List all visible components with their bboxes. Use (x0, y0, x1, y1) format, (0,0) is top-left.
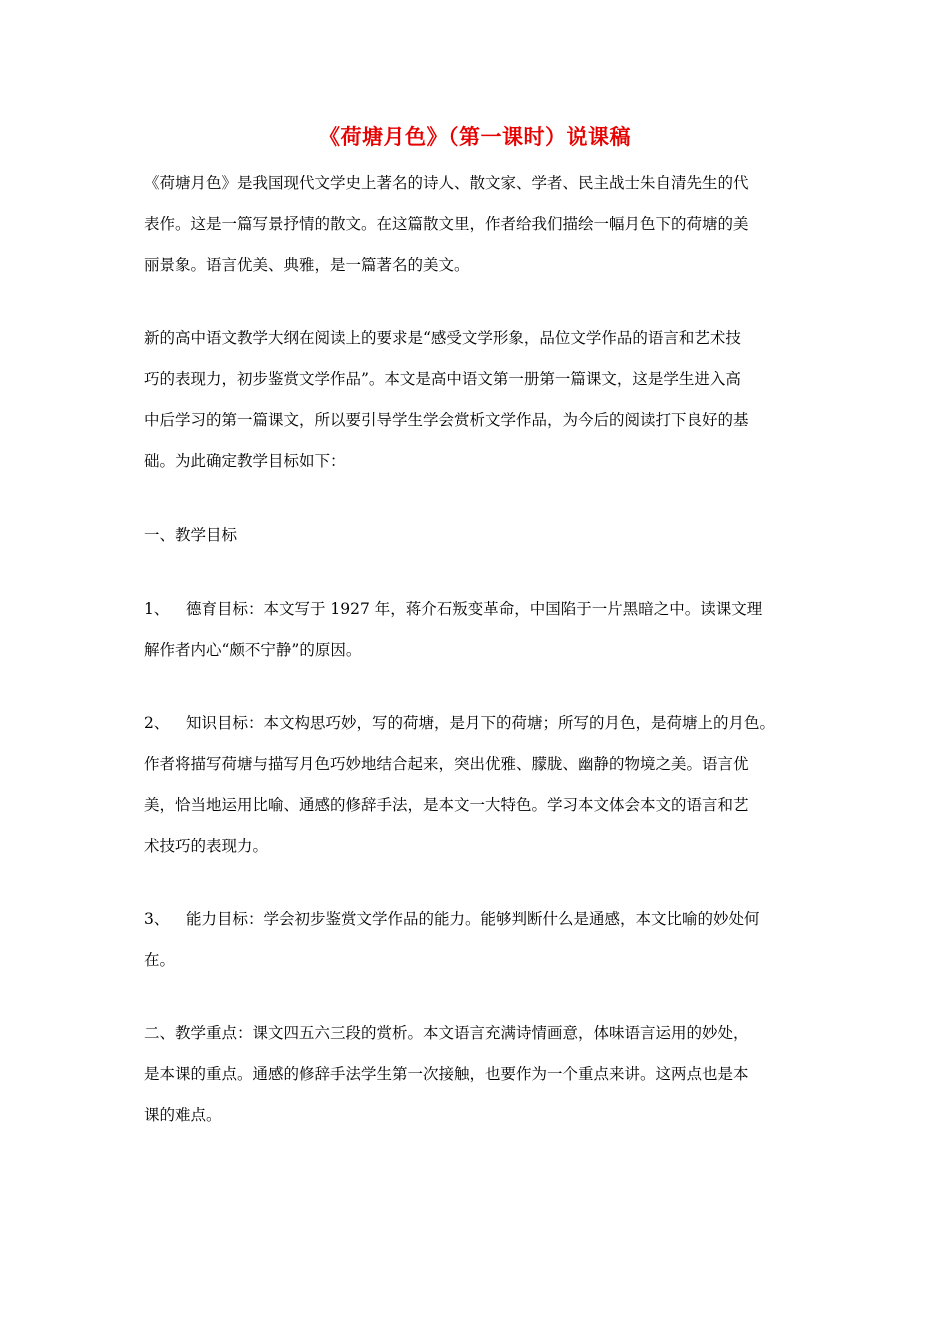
item-text: 知识目标：本文构思巧妙，写的荷塘，是月下的荷塘；所写的月色，是荷塘上的月色。 (186, 714, 776, 732)
paragraph-line: 在。 (144, 951, 176, 969)
section-heading-teaching-goals (144, 515, 814, 556)
goal-item-3 (144, 899, 814, 981)
paragraph-line: 巧的表现力，初步鉴赏文学作品”。本文是高中语文第一册第一篇课文，这是学生进入高 (144, 370, 741, 388)
paragraph-line: 是本课的重点。通感的修辞手法学生第一次接触，也要作为一个重点来讲。这两点也是本 (144, 1065, 749, 1083)
paragraph-line: 作者将描写荷塘与描写月色巧妙地结合起来，突出优雅、朦胧、幽静的物境之美。语言优 (144, 755, 749, 773)
item-text: 能力目标：学会初步鉴赏文学作品的能力。能够判断什么是通感，本文比喻的妙处何 (186, 910, 760, 928)
paragraph-line: 《荷塘月色》是我国现代文学史上著名的诗人、散文家、学者、民主战士朱自清先生的代 (144, 174, 749, 192)
goal-item-2 (144, 703, 814, 867)
paragraph-line: 表作。这是一篇写景抒情的散文。在这篇散文里，作者给我们描绘一幅月色下的荷塘的美 (144, 215, 749, 233)
paragraph-line: 解作者内心“颇不宁静”的原因。 (144, 641, 362, 659)
paragraph-line: 美，恰当地运用比喻、通感的修辞手法，是本文一大特色。学习本文体会本文的语言和艺 (144, 796, 749, 814)
paragraph-line: 中后学习的第一篇课文，所以要引导学生学会赏析文学作品，为今后的阅读打下良好的基 (144, 411, 749, 429)
paragraph-line: 二、教学重点：课文四五六三段的赏析。本文语言充满诗情画意，体味语言运用的妙处， (144, 1024, 749, 1042)
paragraph-line: 础。为此确定教学目标如下： (144, 452, 346, 470)
paragraph-line: 术技巧的表现力。 (144, 837, 269, 855)
item-number: 1、 (144, 600, 170, 618)
paragraph-line (144, 589, 814, 630)
syllabus-paragraph (144, 318, 814, 482)
document-title: 《荷塘月色》（第一课时）说课稿 (319, 124, 631, 149)
intro-paragraph (144, 163, 814, 286)
paragraph-line (144, 703, 814, 744)
paragraph-line (144, 899, 814, 940)
paragraph-line: 新的高中语文教学大纲在阅读上的要求是“感受文学形象，品位文学作品的语言和艺术技 (144, 329, 741, 347)
item-text: 德育目标：本文写于 1927 年，蒋介石叛变革命，中国陷于一片黑暗之中。读课文理 (186, 600, 763, 618)
goal-item-1 (144, 589, 814, 671)
paragraph-line: 课的难点。 (144, 1106, 222, 1124)
section-heading: 一、教学目标 (144, 526, 238, 544)
item-number: 3、 (144, 910, 170, 928)
section-teaching-focus (144, 1013, 814, 1136)
item-number: 2、 (144, 714, 170, 732)
paragraph-line: 丽景象。语言优美、典雅，是一篇著名的美文。 (144, 256, 470, 274)
